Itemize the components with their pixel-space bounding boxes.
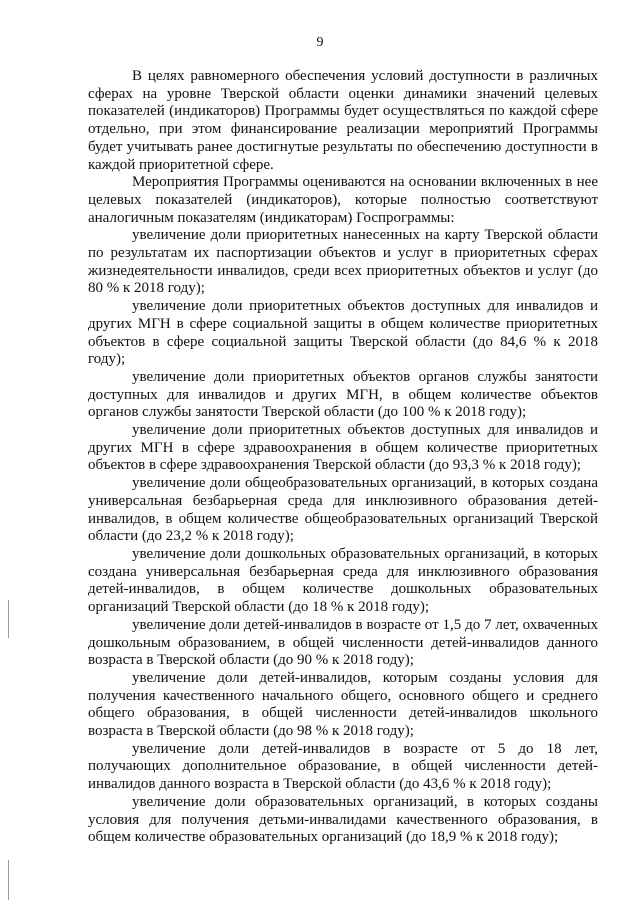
document-body (88, 68, 598, 847)
indicator-general-education: увеличение доли общеобразовательных организаций, в которых создана универсальная безбарьерная среда для инклюзивного образования детей-инвалидов, в общем количестве общеобразовательных организаций Тверской области (до 23,2 % к 2018 году); (88, 475, 598, 545)
paragraph-measures: Мероприятия Программы оцениваются на основании включенных в нее целевых показателей (индикаторов), которые полностью соответствуют аналогичным показателям (индикаторам) Госпрограммы: (88, 174, 598, 226)
indicator-additional-education: увеличение доли детей-инвалидов в возрасте от 5 до 18 лет, получающих дополнительное образование, в общей численности детей-инвалидов данного возраста в Тверской области (до 43,6 % к 2018 году); (88, 740, 598, 793)
indicator-healthcare: увеличение доли приоритетных объектов доступных для инвалидов и других МГН в сфере здравоохранения в общем количестве приоритетных объектов в сфере здравоохранения Тверской области (до 93,3 % к 2018 году); (88, 422, 598, 474)
indicator-map-coverage: увеличение доли приоритетных нанесенных на карту Тверской области по результатам их паспортизации объектов и услуг в приоритетных сферах жизнедеятельности инвалидов, среди всех приоритетных объектов и услуг (до 80 % к 2018 году); (88, 227, 598, 297)
indicator-preschool-children: увеличение доли детей-инвалидов в возрасте от 1,5 до 7 лет, охваченных дошкольным образованием, в общей численности детей-инвалидов данного возраста в Тверской области (до 90 % к 2018 году); (88, 616, 598, 669)
indicator-school-education: увеличение доли детей-инвалидов, которым созданы условия для получения качественного начального общего, основного общего и среднего общего образования, в общей численности детей-инвалидов школьного возраста в Тверской области (до 98 % к 2018 году); (88, 669, 598, 740)
indicator-educational-organizations: увеличение доли образовательных организаций, в которых созданы условия для получения детьми-инвалидами качественного образования, в общем количестве образовательных организаций (до 18,9 % к 2018 году); (88, 793, 598, 846)
indicator-employment-service: увеличение доли приоритетных объектов органов службы занятости доступных для инвалидов и других МГН, в общем количестве объектов органов службы занятости Тверской области (до 100 % к 2018 году); (88, 368, 598, 421)
scan-edge-mark-upper (8, 600, 9, 638)
page-number: 9 (316, 35, 324, 50)
indicator-social-protection: увеличение доли приоритетных объектов доступных для инвалидов и других МГН в сфере социальной защиты в общем количестве приоритетных объектов в сфере социальной защиты Тверской области (до 84,6 % к 2018 году); (88, 298, 598, 368)
indicator-preschool-organizations: увеличение доли дошкольных образовательных организаций, в которых создана универсальная безбарьерная среда для инклюзивного образования детей-инвалидов, в общем количестве дошкольных образовательных организаций Тверской области (до 18 % к 2018 году); (88, 545, 598, 616)
paragraph-intro: В целях равномерного обеспечения условий доступности в различных сферах на уровне Тверской области оценки динамики значений целевых показателей (индикаторов) Программы будет осуществляться по каждой сфере отдельно, при этом финансирование реализации мероприятий Программы будет учитывать ранее достигнутые результаты по обеспечению доступности в каждой приоритетной сфере. (88, 68, 598, 173)
scan-edge-mark-lower (8, 860, 9, 900)
